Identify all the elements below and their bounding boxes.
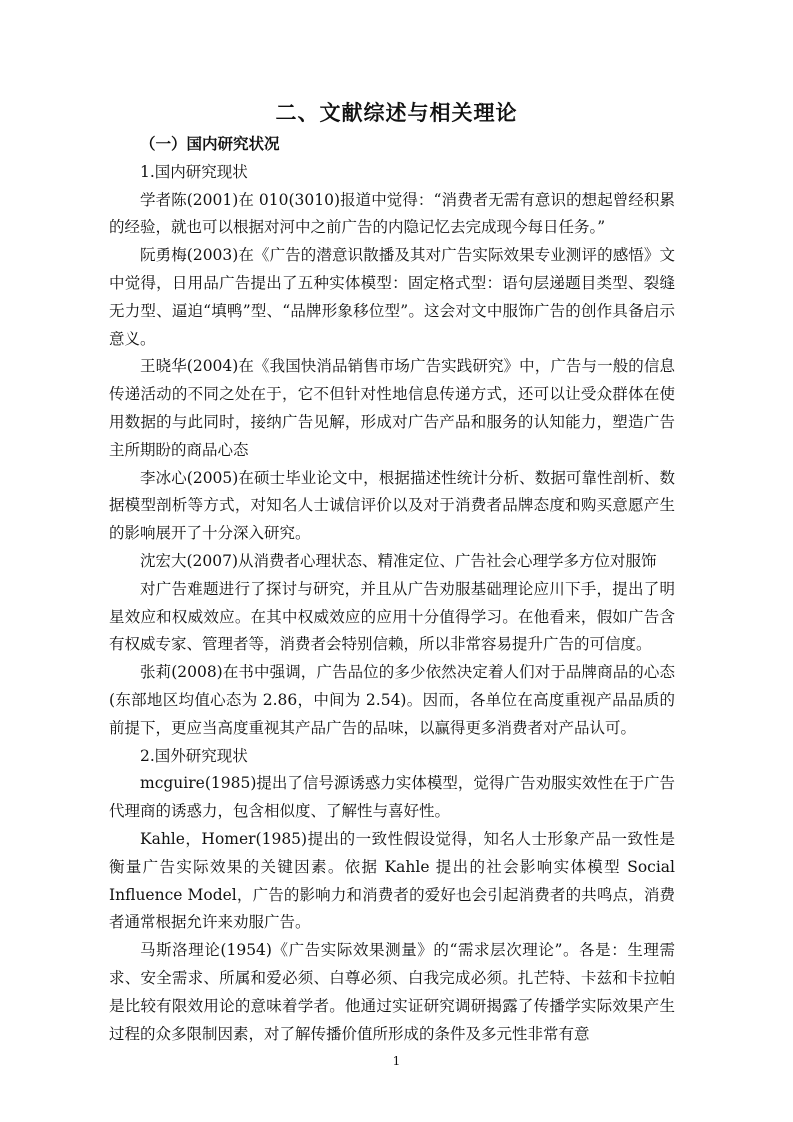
page-number: 1 bbox=[392, 1054, 401, 1068]
paragraph: 阮勇梅(2003)在《广告的潜意识散播及其对广告实际效果专业测评的感悟》文中觉得，日用品广告提出了五种实体模型：固定格式型：语句层递题目类型、裂缝无力型、逼迫“填鸭”型、“品牌形象移位型”。这会对文中服饰广告的创作具备启示意义。 bbox=[109, 246, 675, 348]
paragraph: 沈宏大(2007)从消费者心理状态、精准定位、广告社会心理学多方位对服饰 bbox=[140, 551, 657, 570]
paragraph: 张莉(2008)在书中强调，广告品位的多少依然决定着人们对于品牌商品的心态(东部地区均值心态为 2.86，中间为 2.54)。因而，各单位在高度重视产品品质的前提下，更应当高度重视其产品广告的品味，以赢得更多消费者对产品认可。 bbox=[109, 663, 675, 737]
paragraph: 学者陈(2001)在 010(3010)报道中觉得：“消费者无需有意识的想起曾经积累的经验，就也可以根据对河中之前广告的内隐记忆去完成现今每日任务。” bbox=[109, 190, 675, 237]
paragraph: 对广告难题进行了探讨与研究，并且从广告劝服基础理论应川下手，提出了明星效应和权威效应。在其中权威效应的应用十分值得学习。在他看来，假如广告含有权威专家、管理者等，消费者会特别信赖，所以非常容易提升广告的可信度。 bbox=[109, 579, 675, 654]
paragraph: 王晓华(2004)在《我国快消品销售市场广告实践研究》中，广告与一般的信息传递活动的不同之处在于，它不但针对性地信息传递方式，还可以让受众群体在使用数据的与此同时，接纳广告见解，形成对广告产品和服务的认知能力，塑造广告主所期盼的商品心态 bbox=[109, 357, 675, 459]
paragraph: Kahle，Homer(1985)提出的一致性假设觉得，知名人士形象产品一致性是衡量广告实际效果的关键因素。依据 Kahle 提出的社会影响实体模型 Social Influence Model，广告的影响力和消费者的爱好也会引起消费者的共鸣点，消费者通常根据允许来劝服广告。 bbox=[109, 829, 675, 932]
section-heading: （一）国内研究状况 bbox=[140, 135, 280, 153]
document-body bbox=[109, 131, 675, 1048]
page-title: 二、文献综述与相关理论 bbox=[275, 101, 518, 125]
paragraph: 马斯洛理论(1954)《广告实际效果测量》的“需求层次理论”。各是：生理需求、安全需求、所属和爱必须、白尊必须、白我完成必须。扎芒特、卡兹和卡拉帕是比较有限效用论的意味着学者。他通过实证研究调研揭露了传播学实际效果产生过程的众多限制因素，对了解传播价值所形成的条件及多元性非常有意 bbox=[109, 941, 675, 1043]
paragraph: mcguire(1985)提出了信号源诱惑力实体模型，觉得广告劝服实效性在于广告代理商的诱惑力，包含相似度、了解性与喜好性。 bbox=[109, 774, 675, 821]
sub-heading-foreign: 2.国外研究现状 bbox=[140, 746, 248, 765]
sub-heading-domestic: 1.国内研究现状 bbox=[140, 162, 248, 181]
paragraph: 李冰心(2005)在硕士毕业论文中，根据描述性统计分析、数据可靠性剖析、数据模型剖析等方式，对知名人士诚信评价以及对于消费者品牌态度和购买意愿产生的影响展开了十分深入研究。 bbox=[109, 468, 675, 543]
